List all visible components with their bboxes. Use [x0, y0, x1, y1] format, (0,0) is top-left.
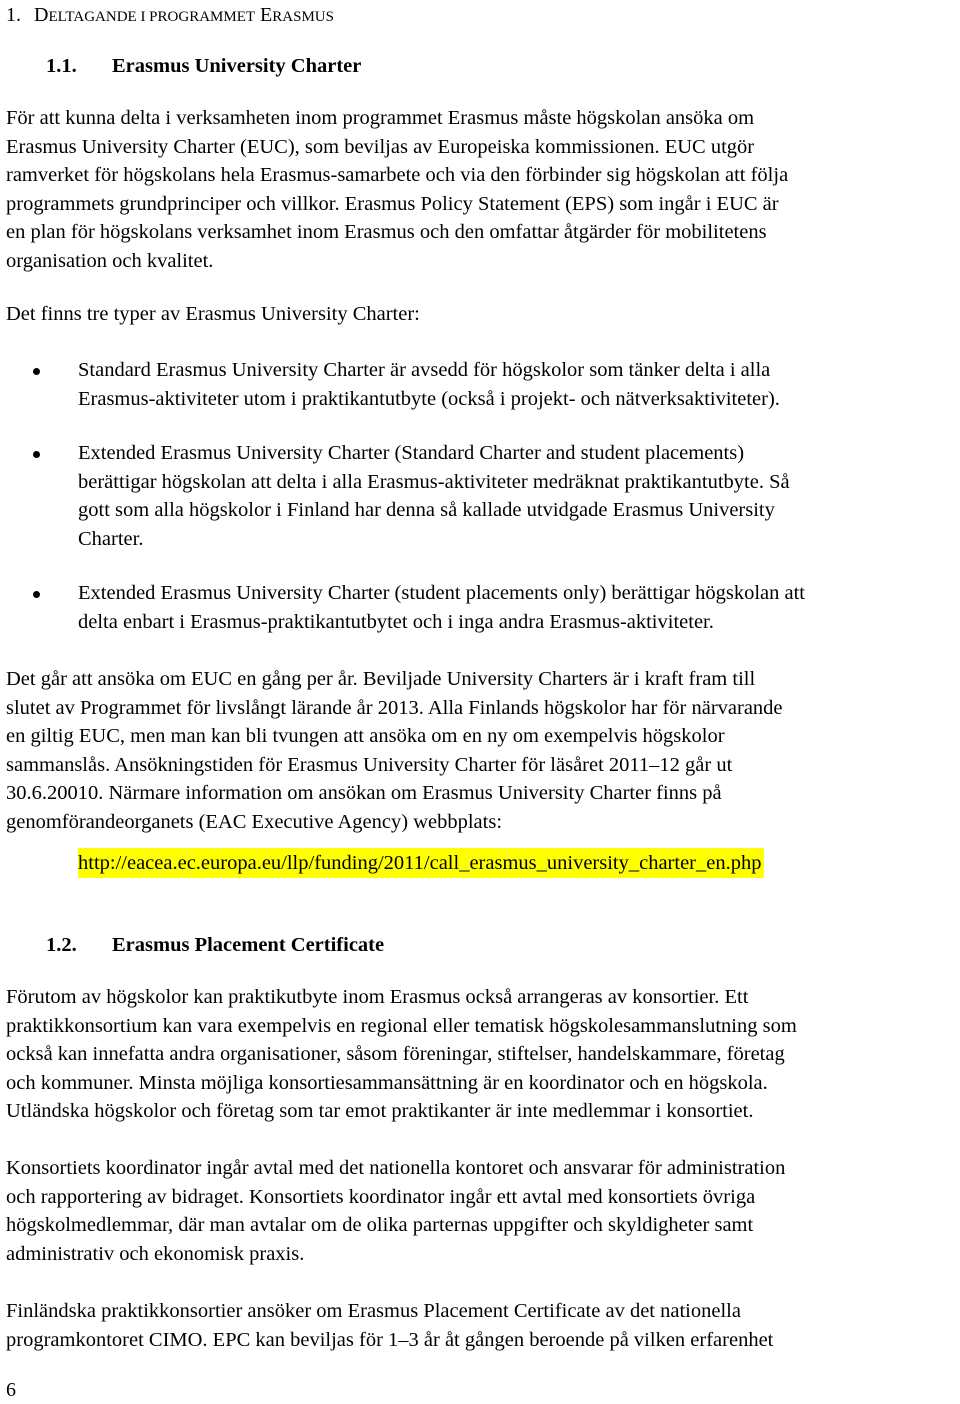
paragraph-coordinator: Konsortiets koordinator ingår avtal med det nationella kontoret och ansvarar för administration och rapportering av bidraget. Konsortiets koordinator ingår ett avtal med konsortiets övriga högskolmedlemmar, där man avtalar om de olika parternas uppgifter och skyldigheter samt administrativ och ekonomisk praxis. — [6, 1157, 786, 1265]
subsection-heading-1-1 — [0, 53, 960, 79]
subsection-title: Erasmus Placement Certificate — [112, 934, 385, 956]
charter-type-list — [0, 439, 960, 553]
subsection-number: 1.1. — [46, 55, 77, 77]
charter-type-list — [0, 356, 960, 413]
paragraph-application-info: Det går att ansöka om EUC en gång per år. Beviljade University Charters är i kraft fram till slutet av Programmet för livslångt lärande år 2013. Alla Finlands högskolor har för närvarande en giltig EUC, men man kan bli tvungen att ansöka om en ny om exempelvis högskolor sammanslås. Ansökningstiden för Erasmus University Charter för läsåret 2011–12 går ut 30.6.20010. Närmare information om ansökan om Erasmus University Charter finns på genomförandeorganets (EAC Executive Agency) webbplats: — [6, 668, 783, 833]
section-number: 1. — [6, 4, 21, 26]
section-heading: 1. DELTAGANDE I PROGRAMMET ERASMUS — [6, 4, 334, 26]
paragraph-charter-types: Det finns tre typer av Erasmus University Charter: — [6, 303, 420, 325]
eacea-link[interactable]: http://eacea.ec.europa.eu/llp/funding/2011/call_erasmus_university_charter_en.php — [78, 848, 764, 878]
bullet-icon — [33, 591, 40, 598]
subsection-heading-1-2 — [0, 932, 960, 958]
subsection-number: 1.2. — [46, 934, 77, 956]
paragraph-finnish-consortia: Finländska praktikkonsortier ansöker om Erasmus Placement Certificate av det nationella programkontoret CIMO. EPC kan beviljas för 1–3 år åt gången beroende på vilken erfarenhet — [6, 1300, 774, 1351]
list-item: Extended Erasmus University Charter (Standard Charter and student placements) berättigar högskolan att delta i alla Erasmus-aktiviteter medräknat praktikantutbyte. Så gott som alla högskolor i Finland har denna så kallade utvidgade Erasmus University Charter. — [0, 439, 958, 553]
list-item: Standard Erasmus University Charter är avsedd för högskolor som tänker delta i alla Erasmus-aktiviteter utom i praktikantutbyte (också i projekt- och nätverksaktiviteter). — [0, 356, 958, 413]
list-item: Extended Erasmus University Charter (student placements only) berättigar högskolan att delta enbart i Erasmus-praktikantutbytet och i inga andra Erasmus-aktiviteter. — [0, 579, 958, 636]
charter-type-list — [0, 579, 960, 636]
page-number: 6 — [6, 1379, 16, 1401]
subsection-title: Erasmus University Charter — [112, 55, 362, 77]
paragraph-consortia: Förutom av högskolor kan praktikutbyte inom Erasmus också arrangeras av konsortier. Ett praktikkonsortium kan vara exempelvis en regional eller tematisk högskolesammanslutning som också kan innefatta andra organisationer, såsom föreningar, stiftelser, handelskammare, företag och kommuner. Minsta möjliga konsortiesammansättning är en koordinator och en högskola. Utländska högskolor och företag som tar emot praktikanter är inte medlemmar i konsortiet. — [6, 986, 797, 1123]
bullet-icon — [33, 368, 40, 375]
paragraph-euc-intro: För att kunna delta i verksamheten inom programmet Erasmus måste högskolan ansöka om Erasmus University Charter (EUC), som beviljas av Europeiska kommissionen. EUC utgör ramverket för högskolans hela Erasmus-samarbete och via den förbinder sig högskolan att följa programmets grundprinciper och villkor. Erasmus Policy Statement (EPS) som ingår i EUC är en plan för högskolans verksamhet inom Erasmus och den omfattar åtgärder för mobilitetens organisation och kvalitet. — [6, 107, 789, 272]
bullet-icon — [33, 451, 40, 458]
